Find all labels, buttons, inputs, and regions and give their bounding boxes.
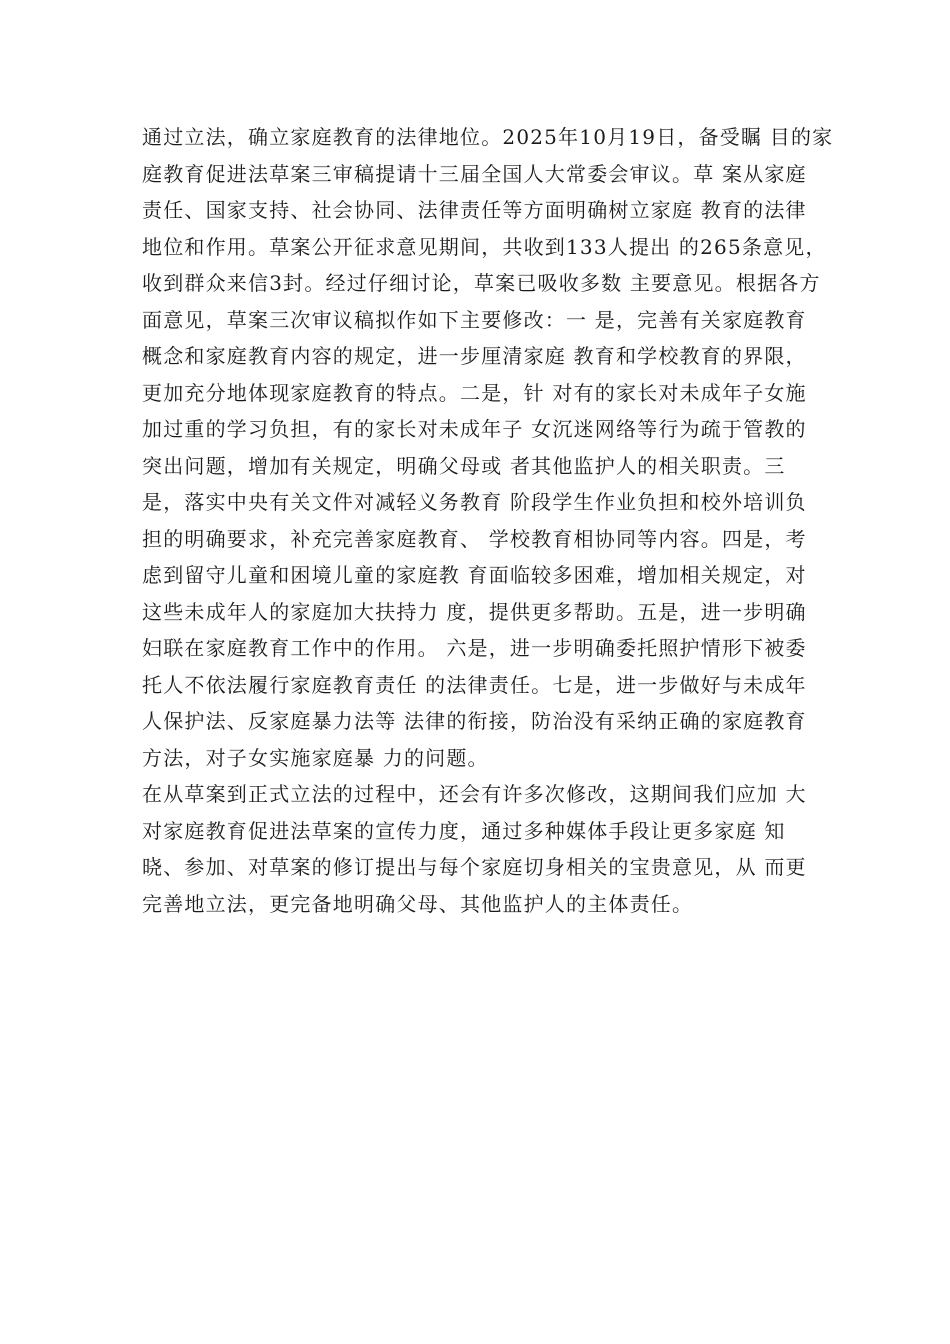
paragraph-1 (142, 119, 842, 776)
text-line: 方法，对子女实施家庭暴 力的问题。 (142, 745, 489, 770)
text-line: 托人不依法履行家庭教育责任 的法律责任。七是，进一步做好与未成年 (142, 672, 807, 697)
text-line: 虑到留守儿童和困境儿童的家庭教 育面临较多困难，增加相关规定，对 (142, 563, 807, 587)
text-line: 对家庭教育促进法草案的宣传力度，通过多种媒体手段让更多家庭 知 (142, 818, 786, 843)
text-line: 通过立法，确立家庭教育的法律地位。2025年10月19日，备受瞩 目的家 (142, 125, 834, 149)
text-line: 晓、参加、对草案的修订提出与每个家庭切身相关的宝贵意见，从 而更 (142, 855, 807, 879)
text-line: 收到群众来信3封。经过仔细讨论，草案已吸收多数 主要意见。根据各方 (142, 271, 821, 295)
text-line: 人保护法、反家庭暴力法等 法律的衔接，防治没有采纳正确的家庭教育 (142, 709, 807, 733)
paragraph-2 (142, 776, 842, 922)
text-line: 加过重的学习负担，有的家长对未成年子 女沉迷网络等行为疏于管教的 (142, 417, 807, 441)
text-line: 概念和家庭教育内容的规定，进一步厘清家庭 教育和学校教育的界限， (142, 344, 807, 368)
text-line: 妇联在家庭教育工作中的作用。 六是，进一步明确委托照护情形下被委 (142, 636, 807, 660)
document-body (142, 119, 842, 922)
text-line: 突出问题，增加有关规定，明确父母或 者其他监护人的相关职责。三 (142, 453, 786, 478)
text-line: 庭教育促进法草案三审稿提请十三届全国人大常委会审议。草 案从家庭 (142, 161, 807, 186)
text-line: 责任、国家支持、社会协同、法律责任等方面明确树立家庭 教育的法律 (142, 198, 807, 222)
text-line: 在从草案到正式立法的过程中，还会有许多次修改，这期间我们应加 大 (142, 782, 807, 806)
text-line: 是，落实中央有关文件对减轻义务教育 阶段学生作业负担和校外培训负 (142, 490, 807, 514)
text-line: 这些未成年人的家庭加大扶持力 度，提供更多帮助。五是，进一步明确 (142, 599, 807, 624)
text-line: 面意见，草案三次审议稿拟作如下主要修改：一 是，完善有关家庭教育 (142, 307, 807, 332)
text-line: 地位和作用。草案公开征求意见期间，共收到133人提出 的265条意见， (142, 234, 827, 259)
text-line: 更加充分地体现家庭教育的特点。二是，针 对有的家长对未成年子女施 (142, 380, 807, 405)
text-line: 完善地立法，更完备地明确父母、其他监护人的主体责任。 (142, 891, 694, 916)
text-line: 担的明确要求，补充完善家庭教育、 学校教育相协同等内容。四是，考 (142, 526, 807, 551)
